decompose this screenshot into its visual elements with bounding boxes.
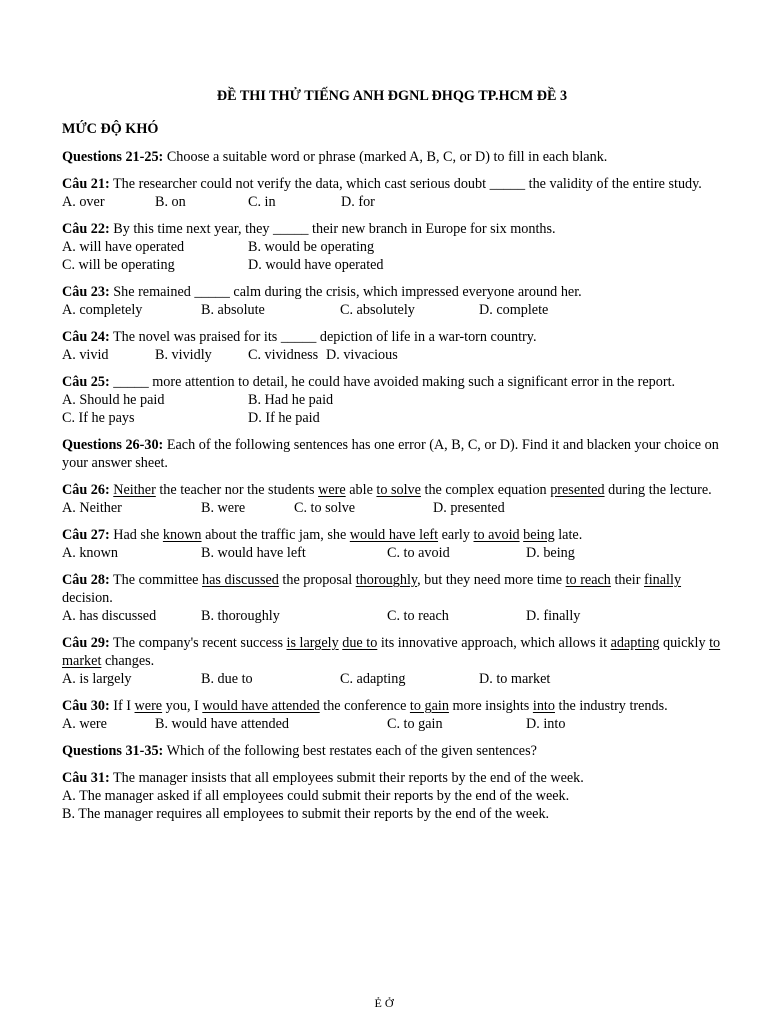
option-d: D. complete (479, 302, 549, 318)
option-c: C. in (248, 194, 276, 210)
answer-options (62, 238, 722, 274)
option-d: D. finally (526, 608, 581, 624)
exam-page (62, 82, 722, 832)
option-a: A. is largely (62, 671, 132, 687)
option-a: A. vivid (62, 347, 109, 363)
option-a: A. completely (62, 302, 143, 318)
question-28 (62, 571, 722, 625)
question-29 (62, 634, 722, 688)
option-b: B. thoroughly (201, 608, 280, 624)
option-d: D. for (341, 194, 375, 210)
option-d: D. being (526, 545, 575, 561)
option-b: B. Had he paid (248, 392, 334, 408)
option-b: B. would have attended (155, 716, 289, 732)
option-c: C. If he pays (62, 410, 135, 426)
option-a: A. Should he paid (62, 392, 165, 408)
answer-options (62, 715, 722, 733)
option-d: D. If he paid (248, 410, 320, 426)
answer-options (62, 607, 722, 625)
question-stem: Câu 29: The company's recent success is largely due to its innovative approach, which allows it adapting quickly to market changes. (62, 635, 721, 669)
option-b: B. due to (201, 671, 253, 687)
question-stem: Câu 22: By this time next year, they _____ their new branch in Europe for six months. (62, 221, 556, 237)
answer-options (62, 499, 722, 517)
option-b: B. would have left (201, 545, 306, 561)
question-stem: Câu 30: If I were you, I would have attended the conference to gain more insights into the industry trends. (62, 698, 668, 714)
option-c: C. to gain (387, 716, 443, 732)
section-instruction-26-30: Questions 26-30: Each of the following sentences has one error (A, B, C, or D). Find it and blacken your choice on your answer sheet. (62, 437, 719, 471)
option-b: B. on (155, 194, 186, 210)
question-stem: Câu 26: Neither the teacher nor the students were able to solve the complex equation presented during the lecture. (62, 482, 712, 498)
question-22 (62, 220, 722, 274)
section-instruction-31-35: Questions 31-35: Which of the following best restates each of the given sentences? (62, 743, 537, 759)
option-a: A. has discussed (62, 608, 157, 624)
question-stem: Câu 24: The novel was praised for its _____ depiction of life in a war-torn country. (62, 329, 537, 345)
answer-options (62, 544, 722, 562)
exam-title: ĐỀ THI THỬ TIẾNG ANH ĐGNL ĐHQG TP.HCM ĐỀ 3 (216, 88, 568, 104)
difficulty-level: MỨC ĐỘ KHÓ (62, 121, 159, 137)
answer-options (62, 391, 722, 427)
option-c: C. adapting (340, 671, 406, 687)
option-a: A. known (62, 545, 118, 561)
question-31 (62, 769, 722, 823)
option-a: A. Neither (62, 500, 122, 516)
option-b: B. absolute (201, 302, 265, 318)
option-d: D. vivacious (326, 347, 398, 363)
page-footer: Ẻ Ở (374, 996, 394, 1010)
answer-options (62, 346, 722, 364)
option-b: B. vividly (155, 347, 212, 363)
question-stem: Câu 25: _____ more attention to detail, he could have avoided making such a significant error in the report. (62, 374, 676, 390)
question-stem: Câu 23: She remained _____ calm during the crisis, which impressed everyone around her. (62, 284, 582, 300)
option-b: B. The manager requires all employees to submit their reports by the end of the week. (62, 806, 550, 822)
question-stem: Câu 27: Had she known about the traffic jam, she would have left early to avoid being late. (62, 527, 583, 543)
option-d: D. presented (433, 500, 505, 516)
question-26 (62, 481, 722, 517)
question-stem: Câu 31: The manager insists that all employees submit their reports by the end of the week. (62, 770, 584, 786)
question-30 (62, 697, 722, 733)
option-b: B. were (201, 500, 246, 516)
option-a: A. were (62, 716, 107, 732)
option-c: C. will be operating (62, 257, 175, 273)
option-d: D. into (526, 716, 566, 732)
option-d: D. would have operated (248, 257, 384, 273)
option-a: A. over (62, 194, 105, 210)
option-b: B. would be operating (248, 239, 375, 255)
option-a: A. will have operated (62, 239, 185, 255)
question-27 (62, 526, 722, 562)
option-c: C. absolutely (340, 302, 415, 318)
answer-options (62, 193, 722, 211)
question-21 (62, 175, 722, 211)
question-stem: Câu 21: The researcher could not verify the data, which cast serious doubt _____ the validity of the entire study. (62, 176, 702, 192)
question-24 (62, 328, 722, 364)
question-stem: Câu 28: The committee has discussed the proposal thoroughly, but they need more time to reach their finally decision. (62, 572, 682, 606)
option-c: C. to avoid (387, 545, 450, 561)
option-c: C. vividness (248, 347, 319, 363)
section-instruction-21-25: Questions 21-25: Choose a suitable word or phrase (marked A, B, C, or D) to fill in each blank. (62, 149, 608, 165)
option-c: C. to reach (387, 608, 449, 624)
question-23 (62, 283, 722, 319)
option-a: A. The manager asked if all employees could submit their reports by the end of the week. (62, 788, 570, 804)
option-d: D. to market (479, 671, 551, 687)
answer-options (62, 787, 722, 823)
question-25 (62, 373, 722, 427)
answer-options (62, 301, 722, 319)
option-c: C. to solve (294, 500, 356, 516)
answer-options (62, 670, 722, 688)
